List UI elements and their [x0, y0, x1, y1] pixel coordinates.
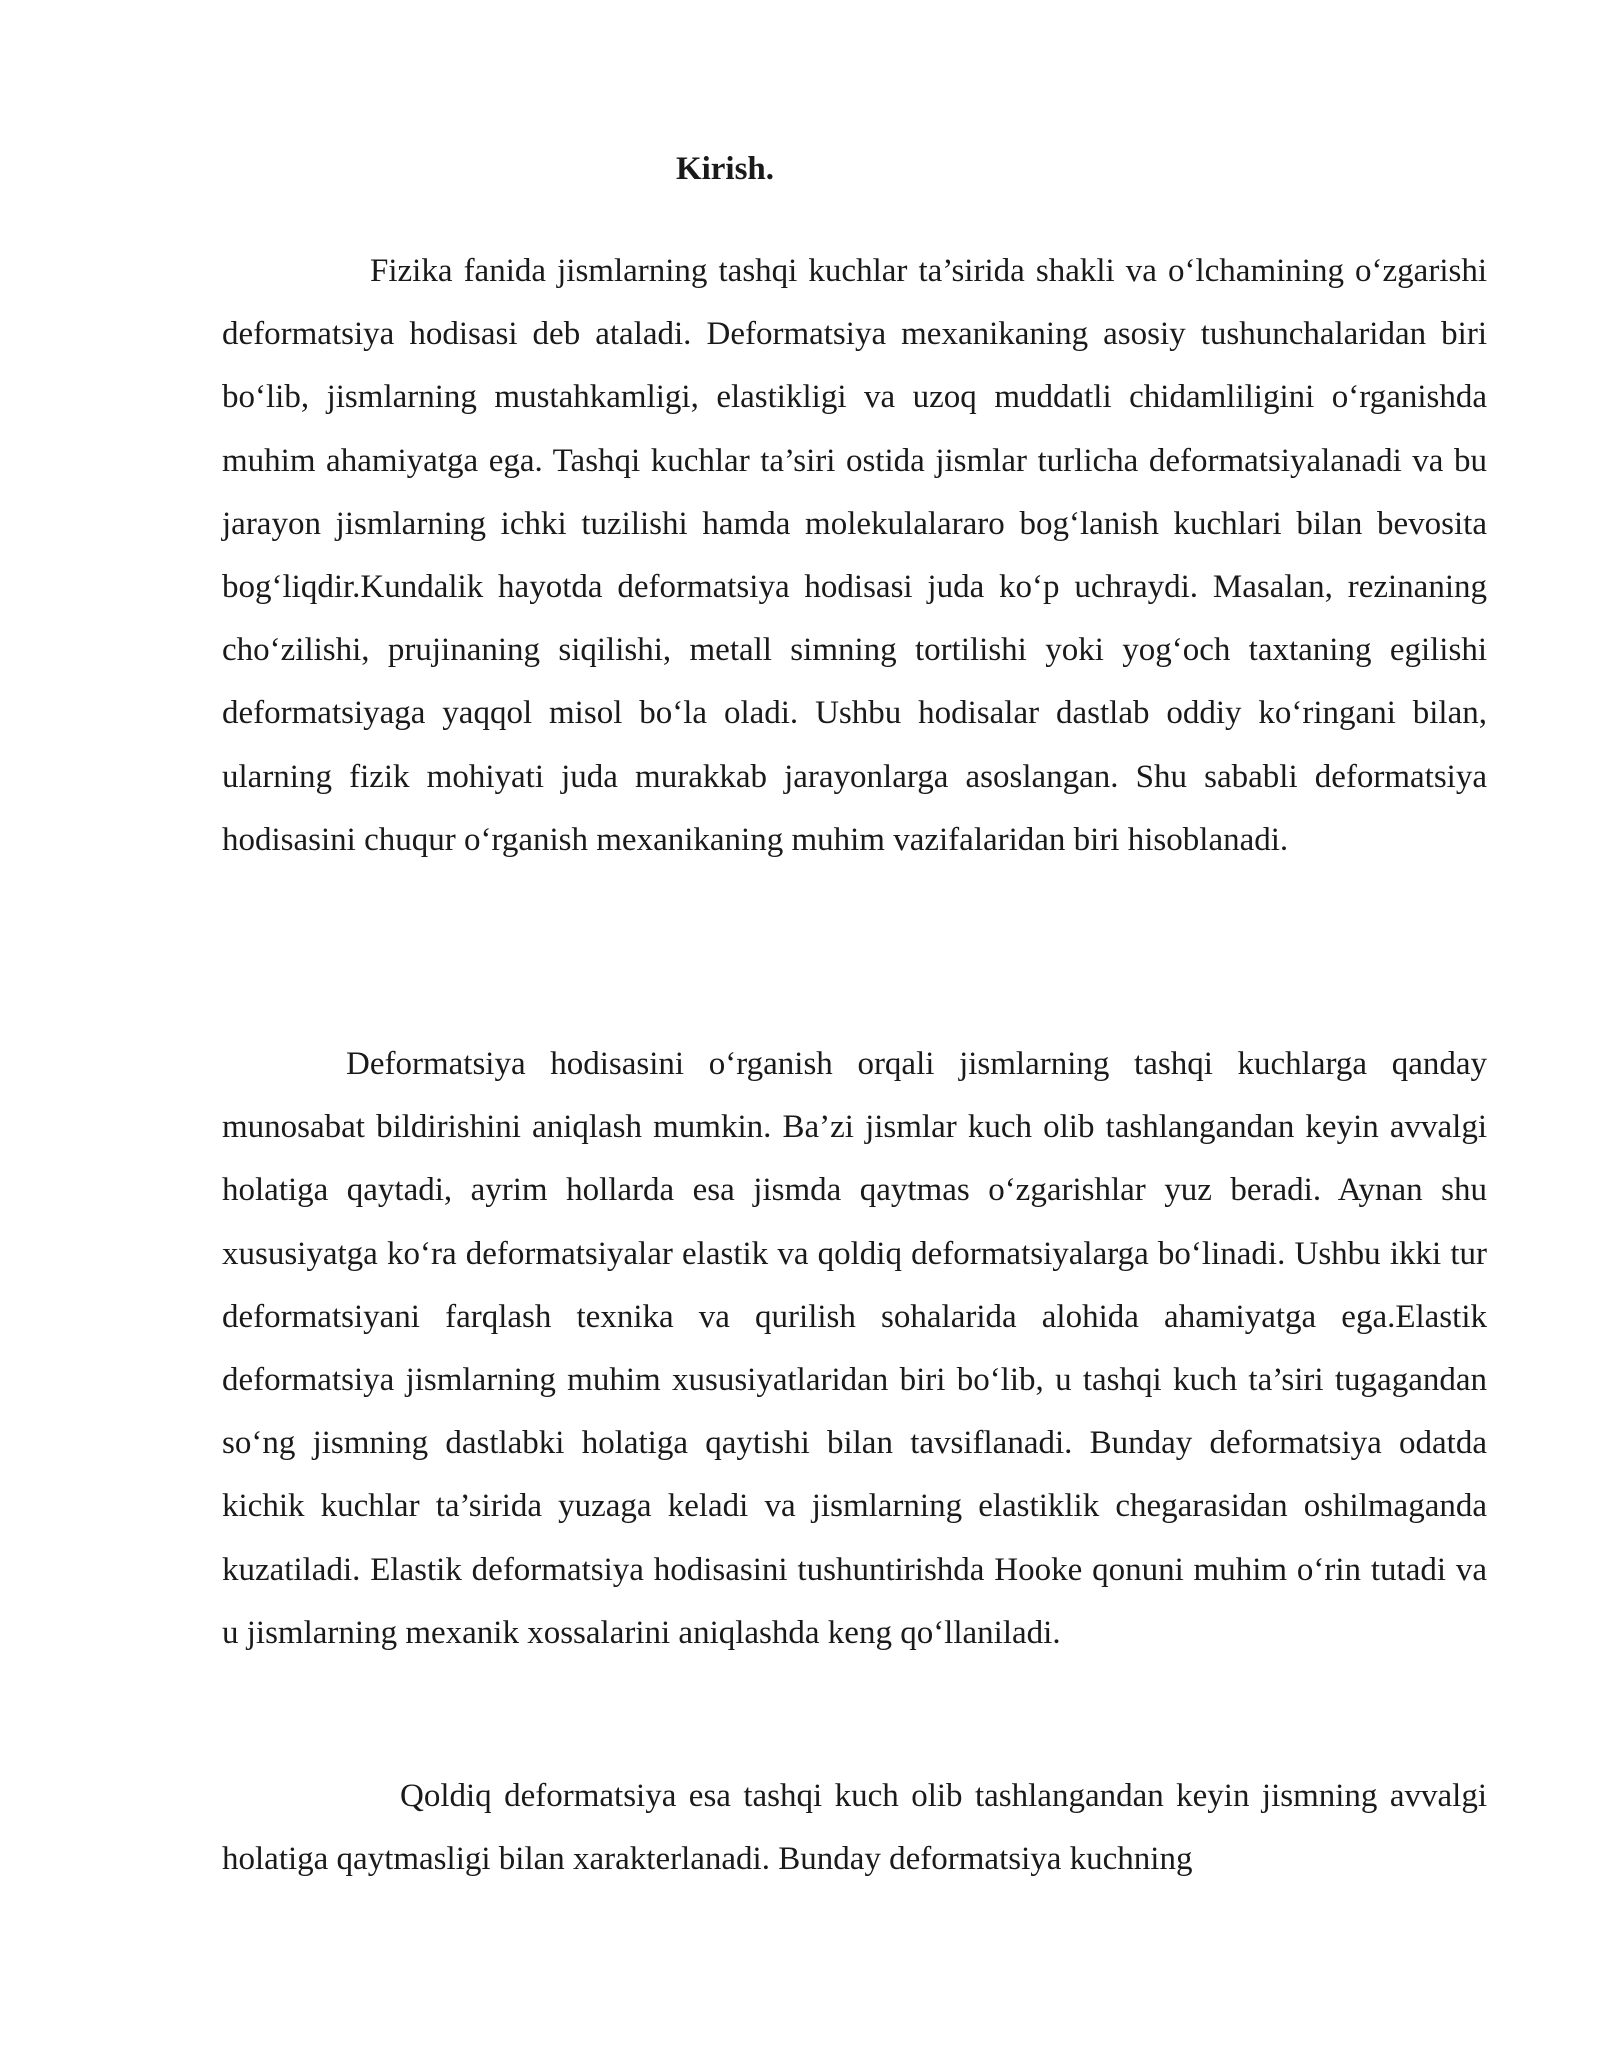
- paragraph-deformation-types: Deformatsiya hodisasini o‘rganish orqali jismlarning tashqi kuchlarga qanday munosabat bildirishini aniqlash mumkin. Ba’zi jismlar kuch olib tashlangandan keyin avvalgi holatiga qaytadi, ayrim hollarda esa jismda qaytmas o‘zgarishlar yuz beradi. Aynan shu xususiyatga ko‘ra deformatsiyalar elastik va qoldiq deformatsiyalarga bo‘linadi. Ushbu ikki tur deformatsiyani farqlash texnika va qurilish sohalarida alohida ahamiyatga ega.Elastik deformatsiya jismlarning muhim xususiyatlaridan biri bo‘lib, u tashqi kuch ta’siri tugagandan so‘ng jismning dastlabki holatiga qaytishi bilan tavsiflanadi. Bunday deformatsiya odatda kichik kuchlar ta’sirida yuzaga keladi va jismlarning elastiklik chegarasidan oshilmaganda kuzatiladi. Elastik deformatsiya hodisasini tushuntirishda Hooke qonuni muhim o‘rin tutadi va u jismlarning mexanik xossalarini aniqlashda keng qo‘llaniladi.: [222, 1046, 1487, 1651]
- page-title: Kirish.: [675, 151, 775, 187]
- paragraph-introduction: Fizika fanida jismlarning tashqi kuchlar ta’sirida shakli va o‘lchamining o‘zgarishi deformatsiya hodisasi deb ataladi. Deformatsiya mexanikaning asosiy tushunchalaridan biri bo‘lib, jismlarning mustahkamligi, elastikligi va uzoq muddatli chidamliligini o‘rganishda muhim ahamiyatga ega. Tashqi kuchlar ta’siri ostida jismlar turlicha deformatsiyalanadi va bu jarayon jismlarning ichki tuzilishi hamda molekulalararo bog‘lanish kuchlari bilan bevosita bog‘liqdir.Kundalik hayotda deformatsiya hodisasi juda ko‘p uchraydi. Masalan, rezinaning cho‘zilishi, prujinaning siqilishi, metall simning tortilishi yoki yog‘och taxtaning egilishi deformatsiyaga yaqqol misol bo‘la oladi. Ushbu hodisalar dastlab oddiy ko‘ringani bilan, ularning fizik mohiyati juda murakkab jarayonlarga asoslangan. Shu sababli deformatsiya hodisasini chuqur o‘rganish mexanikaning muhim vazifalaridan biri hisoblanadi.: [222, 253, 1487, 858]
- paragraph-residual-deformation: Qoldiq deformatsiya esa tashqi kuch olib tashlangandan keyin jismning avvalgi holatiga qaytmasligi bilan xarakterlanadi. Bunday deformatsiya kuchning: [222, 1778, 1487, 1878]
